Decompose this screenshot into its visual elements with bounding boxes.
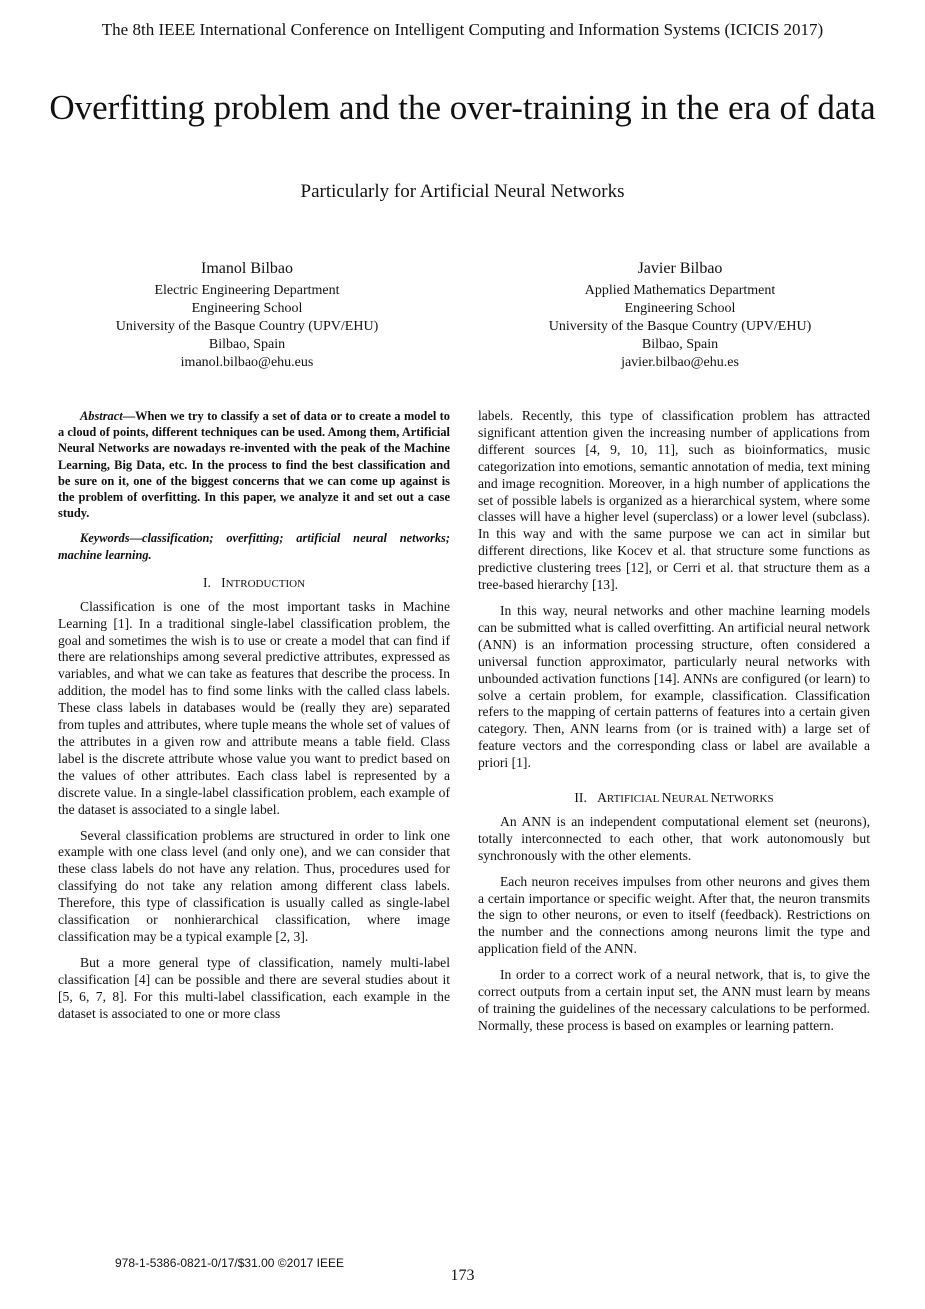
keywords: Keywords—classification; overfitting; artificial neural networks; machine learning. <box>58 531 450 562</box>
section-number: II. <box>574 790 587 806</box>
copyright-notice: 978-1-5386-0821-0/17/$31.00 ©2017 IEEE <box>115 1256 345 1270</box>
section-number: I. <box>202 574 211 590</box>
author-block-2 <box>480 260 880 372</box>
author-block-1 <box>47 260 447 372</box>
abstract <box>58 408 450 521</box>
section-initial: N <box>661 790 672 806</box>
left-column <box>58 408 450 1031</box>
ann-paragraph-1: An ANN is an independent computational element set (neurons), totally interconnected to each other, that work autonomously but synchronously with the other elements. <box>478 813 870 863</box>
section-title-rest: NTRODUCTION <box>225 577 306 590</box>
abstract-text: —When we try to classify a set of data or to create a model to a cloud of points, different techniques can be used. Among them, Artificial Neural Networks are nowadays re-invented with the peak of the Machine Learning, Big Data, etc. In the process to find the best classification and be sure on it, one of the biggest concerns that we can come up against is the problem of overfitting. In this paper, we analyze it and set out a case study. <box>58 409 450 521</box>
right-column <box>478 408 870 1044</box>
author-name: Imanol Bilbao <box>201 260 293 277</box>
author-department: Applied Mathematics Department <box>584 283 776 298</box>
section-initial: A <box>597 790 607 806</box>
author-university: University of the Basque Country (UPV/EHU) <box>115 319 379 334</box>
intro-paragraph-2: Several classification problems are structured in order to link one example with one class level (and only one), and we can consider that these class labels do not have any relation. Thus, procedures used for classifying do not take any relation among different class labels. Therefore, this type of classification is usually called as single-label classification or nonhierarchical classification, where image classification may be a typical example [2, 3]. <box>58 827 450 944</box>
author-email: imanol.bilbao@ehu.eus <box>180 355 314 370</box>
author-school: Engineering School <box>624 301 736 316</box>
author-name: Javier Bilbao <box>637 260 723 277</box>
ann-paragraph-2: Each neuron receives impulses from other neurons and gives them a certain importance or specific weight. After that, the neuron transmits the sign to other neurons, or even to itself (feedback). Restrictions on the number and the connections among neurons limit the type and application field of the ANN. <box>478 873 870 957</box>
abstract-lead: Abstract <box>80 409 123 423</box>
paper-title: Overfitting problem and the over-training in the era of data <box>49 88 876 127</box>
ann-paragraph-3: In order to a correct work of a neural network, that is, to give the correct outputs from a certain input set, the ANN must learn by means of training the guidelines of the necessary calculations to be performed. Normally, these process is based on examples or learning pattern. <box>478 967 870 1033</box>
section-heading-introduction <box>58 575 450 593</box>
intro-paragraph-3: But a more general type of classification, namely multi-label classification [4] can be possible and there are several studies about it [5, 6, 7, 8]. For this multi-label classification, each example in the dataset is associated to one or more class <box>58 954 450 1021</box>
author-department: Electric Engineering Department <box>154 283 340 298</box>
section-title-rest: ETWORKS <box>720 793 774 806</box>
author-university: University of the Basque Country (UPV/EHU) <box>548 319 812 334</box>
conference-header: The 8th IEEE International Conference on Intelligent Computing and Information Systems (ICICIS 2017) <box>101 20 824 39</box>
page-number: 173 <box>450 1267 475 1284</box>
intro-paragraph-4: In this way, neural networks and other machine learning models can be submitted what is called overfitting. An artificial neural network (ANN) is an information processing structure, often considered a universal function approximator, particularly neural networks with unbounded activation functions [14]. ANNs are configured (or learn) to solve a certain problem, for example, classification. Classification refers to the mapping of certain patterns of features into a certain given category. Then, ANN learns from (or is trained with) a large set of feature vectors and the corresponding class or label are available a priori [1]. <box>478 602 870 771</box>
section-initial: I <box>221 574 226 590</box>
section-heading-ann <box>478 790 870 808</box>
paper-subtitle: Particularly for Artificial Neural Networks <box>300 181 625 202</box>
author-location: Bilbao, Spain <box>208 337 286 352</box>
intro-paragraph-1: Classification is one of the most important tasks in Machine Learning [1]. In a traditional single-label classification problem, the goal and sometimes the wish is to use or create a model that can find if there are relationships among several predictive attributes, expressed as variables, and what we can take as features that describe the process. In addition, the model has to find some links with the called class labels. These class labels in databases would be (really they are) separated from tuples and attributes, where tuple means the whole set of values of the attributes in a given row and attribute means a table field. Class label is the discrete attribute whose value you want to predict based on the values of other attributes. Each class label is represented by a discrete value. In a single-label classification problem, each example of the dataset is associated to a single label. <box>58 598 450 817</box>
section-title-rest: RTIFICIAL <box>606 793 662 806</box>
section-title-rest: EURAL <box>671 793 711 806</box>
author-email: javier.bilbao@ehu.es <box>621 355 739 370</box>
intro-paragraph-3-continued: labels. Recently, this type of classification problem has attracted significant attention given the increasing number of applications from different sources [4, 9, 10, 11], such as bioinformatics, music categorization into emotions, semantic annotation of media, text mining and image recognition. Moreover, in a high number of applications the set of possible labels is organized as a hierarchical system, where some classes will have a higher level (superclass) or a lower level (subclass). In this way and with the same purpose we can act in similar but different directions, like Kocev et al. that structure some functions as predictive clustering trees [12], or Cerri et al. that structure them as a tree-based hierarchy [13]. <box>478 408 870 593</box>
author-school: Engineering School <box>191 301 303 316</box>
author-location: Bilbao, Spain <box>641 337 719 352</box>
section-initial: N <box>710 790 721 806</box>
